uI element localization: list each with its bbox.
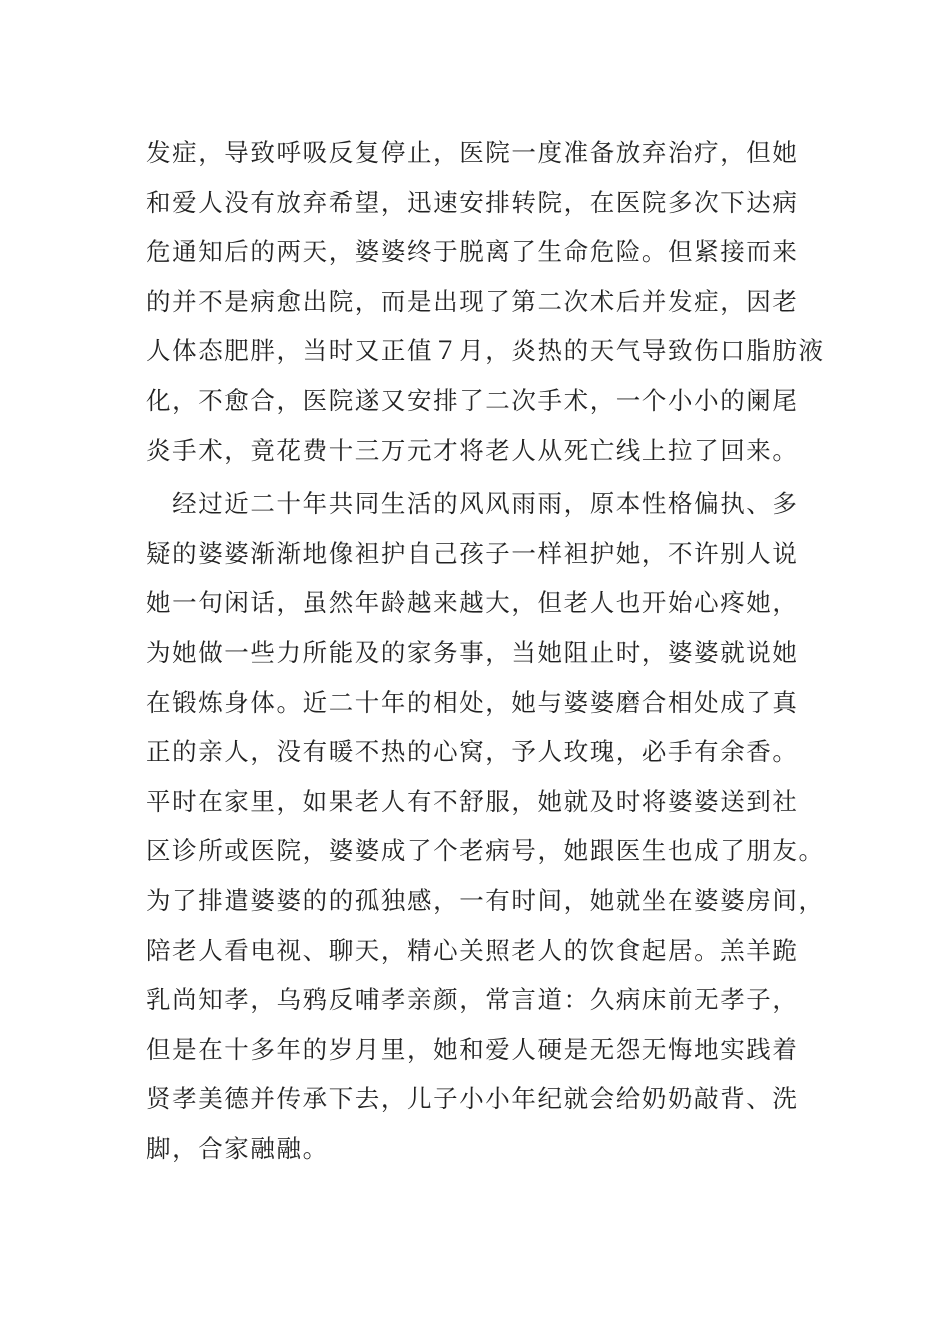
text-line: 疑的婆婆渐渐地像袒护自己孩子一样袒护她，不许别人说	[146, 538, 799, 568]
text-line: 陪老人看电视、聊天，精心关照老人的饮食起居。羔羊跪	[146, 935, 799, 965]
paragraph-2	[146, 479, 826, 1173]
text-line: 她一句闲话，虽然年龄越来越大，但老人也开始心疼她，	[146, 588, 799, 618]
text-line: 为她做一些力所能及的家务事，当她阻止时，婆婆就说她	[146, 637, 799, 667]
text-line: 危通知后的两天，婆婆终于脱离了生命危险。但紧接而来	[146, 237, 799, 267]
text-line: 炎手术，竟花费十三万元才将老人从死亡线上拉了回来。	[146, 435, 799, 465]
text-line: 平时在家里，如果老人有不舒服，她就及时将婆婆送到社	[146, 786, 799, 816]
text-line: 为了排遣婆婆的的孤独感，一有时间，她就坐在婆婆房间，	[146, 885, 825, 915]
text-line: 人体态肥胖，当时又正值７月，炎热的天气导致伤口脂肪液	[146, 336, 825, 366]
text-line: 在锻炼身体。近二十年的相处，她与婆婆磨合相处成了真	[146, 687, 799, 717]
paragraph-1	[146, 128, 826, 475]
document-body	[146, 128, 826, 1173]
text-line: 正的亲人，没有暖不热的心窝，予人玫瑰，必手有余香。	[146, 737, 799, 767]
text-line: 乳尚知孝，乌鸦反哺孝亲颜，常言道：久病床前无孝子，	[146, 985, 799, 1015]
text-line: 化，不愈合，医院遂又安排了二次手术，一个小小的阑尾	[146, 385, 799, 415]
text-line: 贤孝美德并传承下去，儿子小小年纪就会给奶奶敲背、洗	[146, 1084, 799, 1114]
text-line: 区诊所或医院，婆婆成了个老病号，她跟医生也成了朋友。	[146, 836, 825, 866]
text-line: 但是在十多年的岁月里，她和爱人硬是无怨无悔地实践着	[146, 1034, 799, 1064]
text-line: 和爱人没有放弃希望，迅速安排转院，在医院多次下达病	[146, 187, 799, 217]
text-line: 经过近二十年共同生活的风风雨雨，原本性格偏执、多	[146, 489, 799, 519]
text-line: 发症，导致呼吸反复停止，医院一度准备放弃治疗，但她	[146, 138, 799, 167]
text-line: 的并不是病愈出院，而是出现了第二次术后并发症，因老	[146, 286, 799, 316]
text-line: 脚，合家融融。	[146, 1133, 329, 1163]
